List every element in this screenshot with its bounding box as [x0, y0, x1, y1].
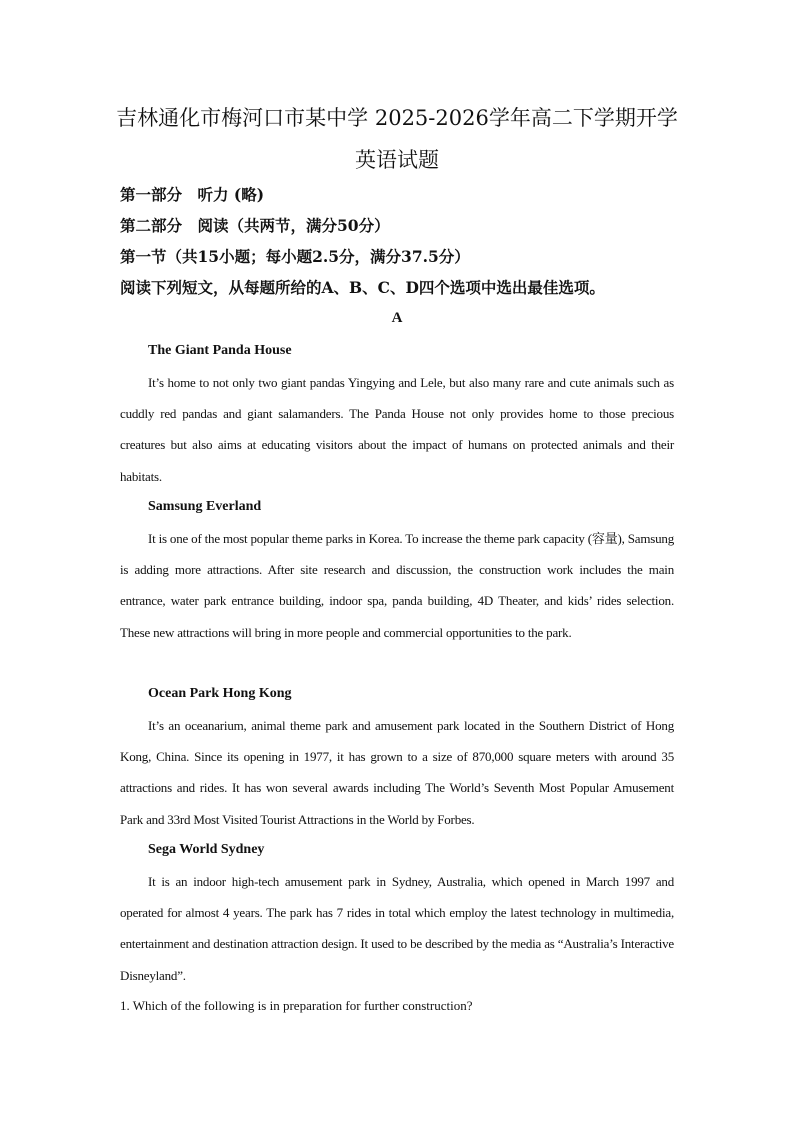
reading-instruction: 阅读下列短文，从每题所给的A、B、C、D四个选项中选出最佳选项。 — [120, 278, 605, 297]
part-one-heading: 第一部分 听力 (略) — [120, 185, 265, 204]
exam-subject-title: 英语试题 — [355, 148, 439, 172]
section-heading-panda-house: The Giant Panda House — [148, 343, 292, 358]
exam-title: 吉林通化市梅河口市某中学 2025-2026学年高二下学期开学 — [116, 106, 678, 130]
section-text-ocean-park: It’s an oceanarium, animal theme park and amusement park located in the Southern District of Hong Kong, China. Since its opening in 1977, it has grown to a size of 870,000 square meters with around 35 attractions and rides. It has won several awards including The World’s Seventh Most Popular Amusement Park and 33rd Most Visited Tourist Attractions in the World by Forbes. — [120, 718, 674, 827]
question-1: 1. Which of the following is in preparation for further construction? — [120, 998, 473, 1013]
section-text-panda-house: It’s home to not only two giant pandas Yingying and Lele, but also many rare and cute animals such as cuddly red pandas and giant salamanders. The Panda House not only provides home to those precious creatures but also aims at educating visitors about the impact of humans on protected animals and their habitats. — [120, 375, 674, 484]
part-two-heading: 第二部分 阅读（共两节，满分50分） — [120, 216, 390, 235]
section-text-sega-world: It is an indoor high-tech amusement park in Sydney, Australia, which opened in March 1997 and operated for almost 4 years. The park has 7 rides in total which employ the latest technology in multimedia, entertainment and destination attraction design. It used to be described by the media as “Australia’s Interactive Disneyland”. — [120, 874, 674, 983]
section-one-heading: 第一节（共15小题；每小题2.5分，满分37.5分） — [120, 247, 470, 266]
section-text-everland: It is one of the most popular theme parks in Korea. To increase the theme park capacity (容量), Samsung is adding more attractions. After site research and discussion, the construction work includes the main entrance, water park entrance building, indoor spa, panda building, 4D Theater, and kids’ rides selection. These new attractions will bring in more people and commercial opportunities to the park. — [120, 531, 674, 640]
section-heading-everland: Samsung Everland — [148, 499, 262, 514]
section-heading-sega-world: Sega World Sydney — [148, 842, 265, 857]
section-heading-ocean-park: Ocean Park Hong Kong — [148, 686, 292, 701]
passage-label: A — [391, 310, 403, 326]
